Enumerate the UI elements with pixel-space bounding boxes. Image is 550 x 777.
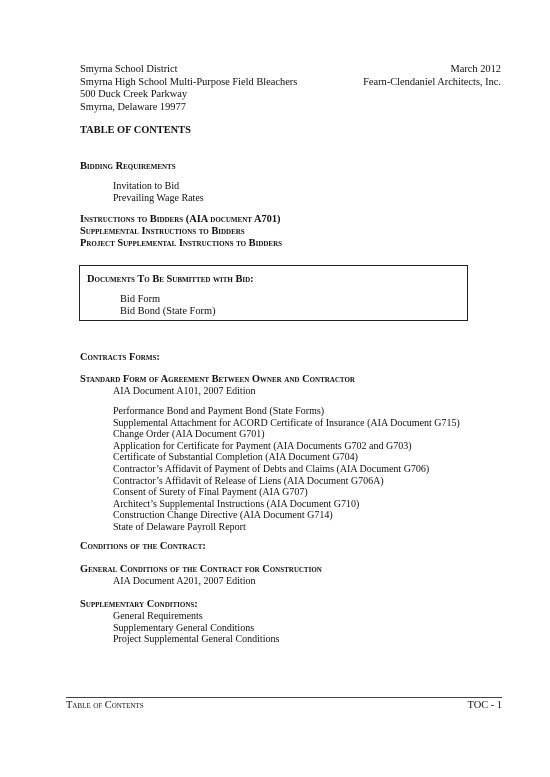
list-item: Architect’s Supplemental Instructions (AIA Document G710) — [113, 498, 360, 510]
bidding-heading: Bidding Requirements — [80, 161, 176, 172]
list-item: Bid Form — [120, 294, 161, 305]
agreement-heading: Standard Form of Agreement Between Owner and Contractor — [80, 374, 355, 385]
list-item: Application for Certificate for Payment (AIA Documents G702 and G703) — [113, 440, 412, 452]
page-title: TABLE OF CONTENTS — [80, 125, 191, 136]
header-city: Smyrna, Delaware 19977 — [80, 101, 186, 113]
supplementary-list — [113, 611, 279, 646]
conditions-heading: Conditions of the Contract: — [80, 541, 206, 552]
list-item: Contractor’s Affidavit of Release of Liens (AIA Document G706A) — [113, 475, 384, 487]
list-item: Project Supplemental General Conditions — [113, 634, 280, 646]
header-left — [80, 64, 297, 114]
instructions-block — [80, 214, 282, 251]
footer-rule — [66, 697, 502, 698]
general-heading: General Conditions of the Contract for Construction — [80, 564, 322, 575]
list-item: Supplemental Attachment for ACORD Certificate of Insurance (AIA Document G715) — [113, 417, 460, 429]
list-item: Invitation to Bid — [113, 181, 180, 192]
header-architect: Fearn-Clendaniel Architects, Inc. — [363, 76, 501, 88]
forms-list — [113, 406, 460, 534]
list-item: General Requirements — [113, 611, 203, 622]
list-item: Prevailing Wage Rates — [113, 192, 204, 204]
instructions-supplemental: Supplemental Instructions to Bidders — [80, 226, 245, 238]
list-item: Performance Bond and Payment Bond (State Forms) — [113, 406, 325, 417]
supplementary-heading: Supplementary Conditions: — [80, 599, 198, 610]
header-district: Smyrna School District — [80, 64, 178, 75]
header-date: March 2012 — [450, 64, 501, 75]
contracts-heading: Contracts Forms: — [80, 352, 160, 363]
footer-section: Table of Contents — [66, 700, 144, 711]
instructions-a701: Instructions to Bidders (AIA document A701) — [80, 214, 281, 225]
bidding-list — [113, 181, 204, 204]
list-item: Certificate of Substantial Completion (AIA Document G704) — [113, 452, 358, 464]
submitted-list — [120, 294, 216, 319]
list-item: Construction Change Directive (AIA Document G714) — [113, 510, 333, 522]
agreement-sub: AIA Document A101, 2007 Edition — [113, 386, 256, 397]
header-address: 500 Duck Creek Parkway — [80, 89, 188, 101]
header-right — [363, 64, 501, 89]
list-item: Consent of Surety of Final Payment (AIA G707) — [113, 487, 308, 499]
list-item: Change Order (AIA Document G701) — [113, 429, 265, 441]
list-item: State of Delaware Payroll Report — [113, 521, 246, 533]
header-project: Smyrna High School Multi-Purpose Field Bleachers — [80, 76, 298, 88]
footer-page-number: TOC - 1 — [467, 700, 502, 711]
list-item: Contractor’s Affidavit of Payment of Debts and Claims (AIA Document G706) — [113, 463, 430, 475]
submitted-heading: Documents To Be Submitted with Bid: — [87, 274, 254, 285]
list-item: Bid Bond (State Form) — [120, 306, 216, 318]
general-sub: AIA Document A201, 2007 Edition — [113, 576, 256, 587]
instructions-project: Project Supplemental Instructions to Bidders — [80, 238, 283, 250]
list-item: Supplementary General Conditions — [113, 622, 255, 634]
